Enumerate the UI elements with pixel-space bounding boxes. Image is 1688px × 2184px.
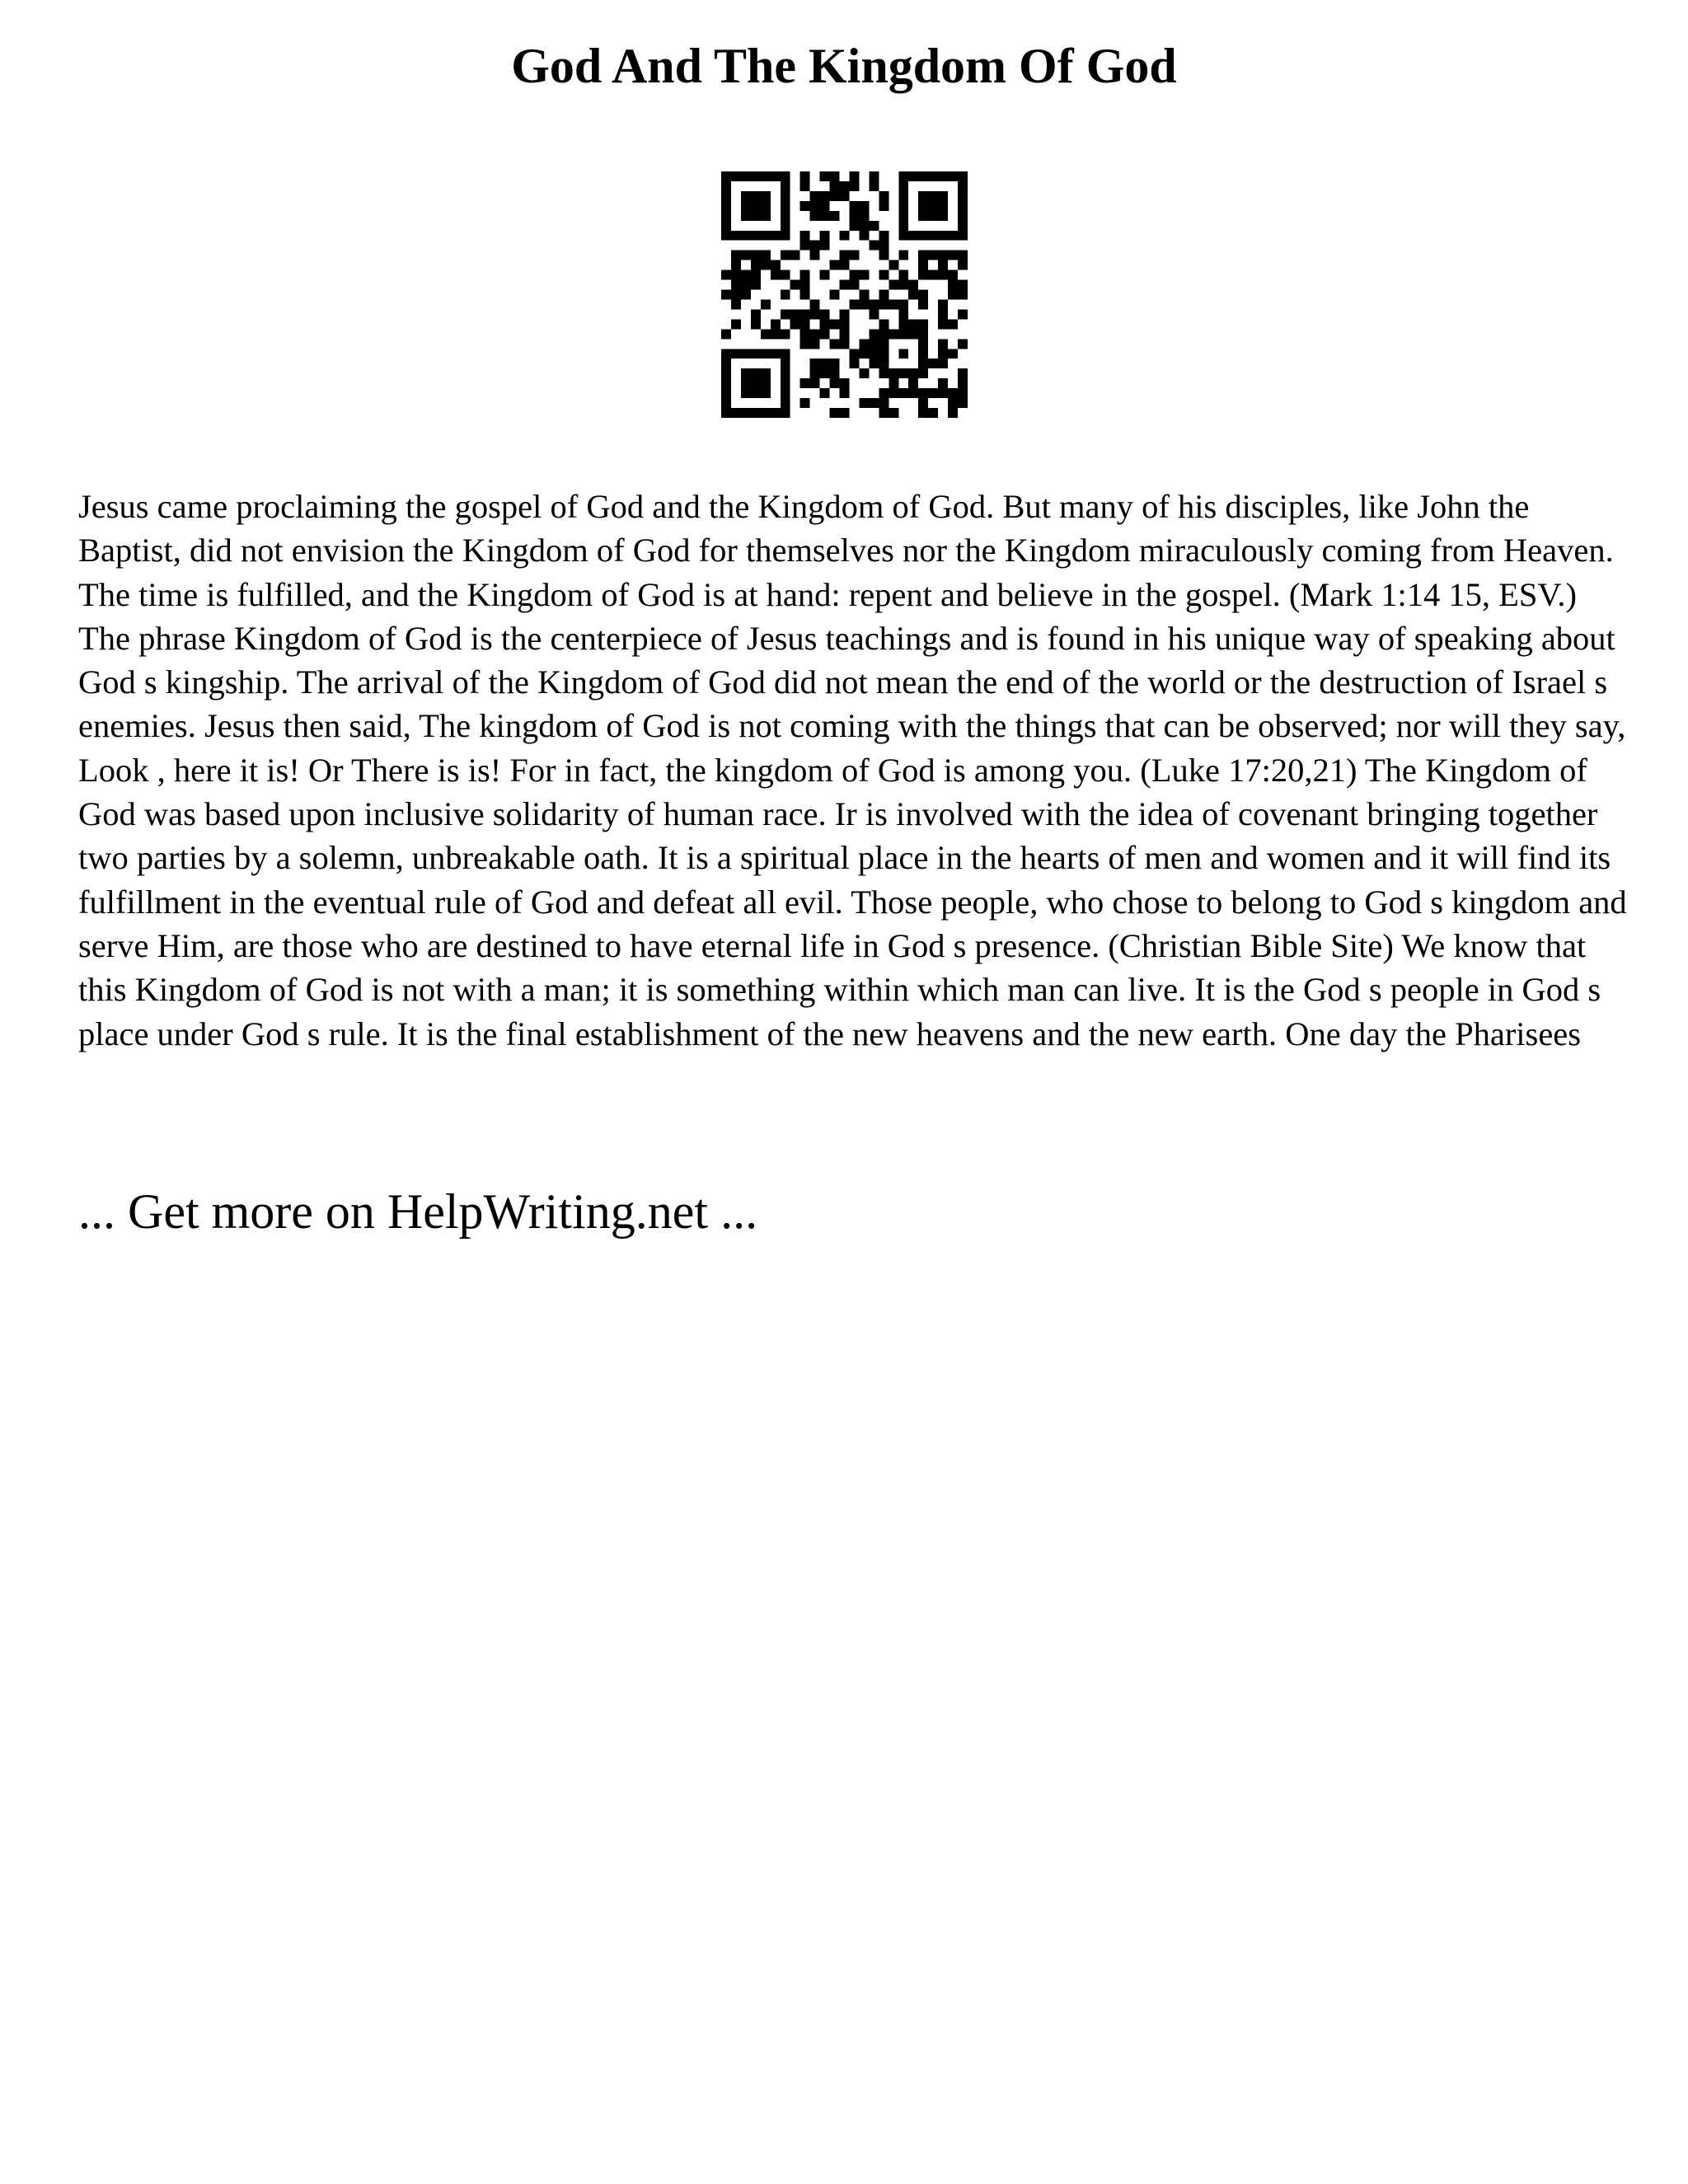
qr-code bbox=[721, 171, 968, 418]
get-more-link[interactable]: ... Get more on HelpWriting.net ... bbox=[78, 1184, 758, 1239]
qr-code-icon bbox=[721, 171, 968, 418]
body-paragraph: Jesus came proclaiming the gospel of God and the Kingdom of God. But many of his disciples, like John the Baptist, did not envision the Kingdom of God for themselves nor the Kingdom miraculously coming from Heaven. The time is fulfilled, and the Kingdom of God is at hand: repent and believe in the gospel. (Mark 1:14 15, ESV.) The phrase Kingdom of God is the centerpiece of Jesus teachings and is found in his unique way of speaking about God s kingship. The arrival of the Kingdom of God did not mean the end of the world or the destruction of Israel s enemies. Jesus then said, The kingdom of God is not coming with the things that can be observed; nor will they say, Look , here it is! Or There is is! For in fact, the kingdom of God is among you. (Luke 17:20,21) The Kingdom of God was based upon inclusive solidarity of human race. Ir is involved with the idea of covenant bringing together two parties by a solemn, unbreakable oath. It is a spiritual place in the hearts of men and women and it will find its fulfillment in the eventual rule of God and defeat all evil. Those people, who chose to belong to God s kingdom and serve Him, are those who are destined to have eternal life in God s presence. (Christian Bible Site) We know that this Kingdom of God is not with a man; it is something within which man can live. It is the God s people in God s place under God s rule. It is the final establishment of the new heavens and the new earth. One day the Pharisees bbox=[78, 488, 1627, 1052]
document-title: God And The Kingdom Of God bbox=[511, 39, 1177, 93]
